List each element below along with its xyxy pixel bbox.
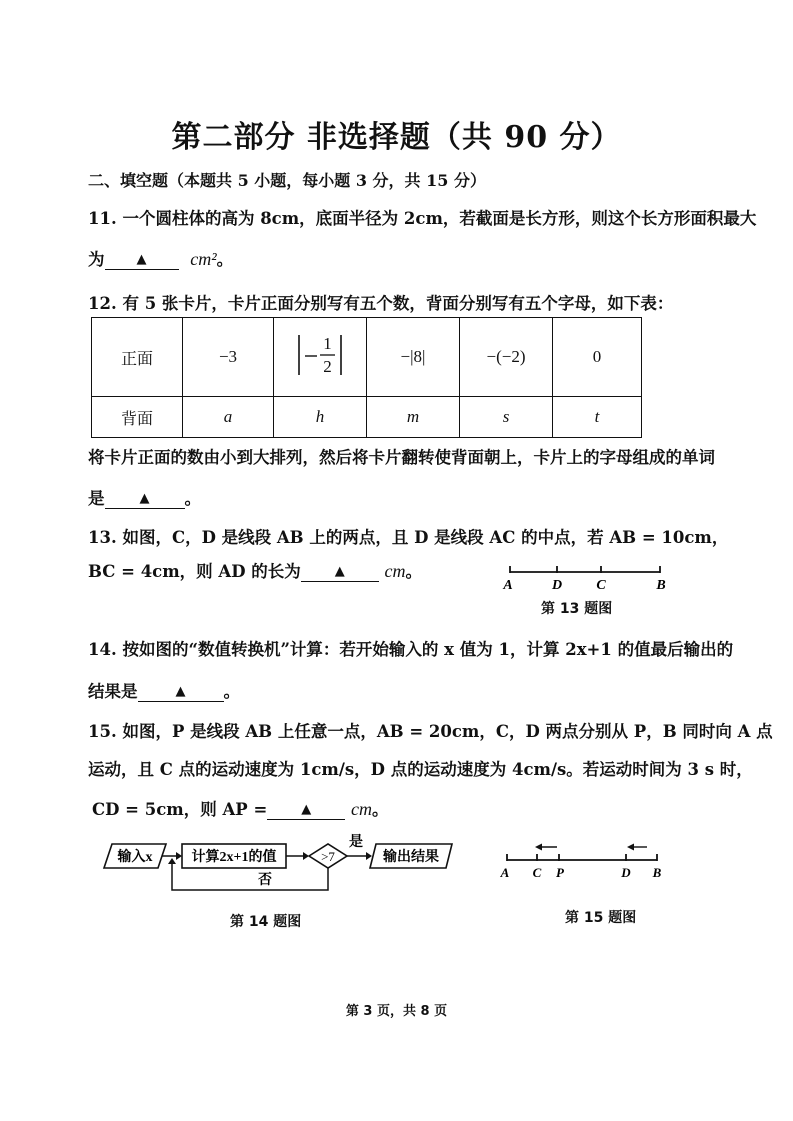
point-label-d: D bbox=[621, 865, 631, 880]
q11-unit: cm² bbox=[190, 249, 217, 269]
q13-answer-line bbox=[88, 558, 422, 582]
page-footer: 第 3 页，共 8 页 bbox=[345, 1004, 448, 1019]
triangle-icon: ▲ bbox=[175, 684, 186, 699]
front-header: 正面 bbox=[92, 318, 183, 397]
q15-caption: 第 15 题图 bbox=[565, 910, 637, 926]
point-label-p: P bbox=[556, 865, 564, 880]
flow-input-label: 输入x bbox=[117, 850, 153, 865]
triangle-icon: ▲ bbox=[301, 802, 312, 817]
back-row bbox=[92, 397, 642, 438]
q11-answer-line bbox=[88, 246, 233, 270]
front-cell: −(−2) bbox=[460, 318, 553, 397]
q15-text-2: 运动，且 C 点的运动速度为 1cm/s，D 点的运动速度为 4cm/s。若运动时间为 3 s 时， bbox=[88, 760, 753, 779]
abs-fraction-expression bbox=[290, 327, 350, 383]
q13-caption: 第 13 题图 bbox=[541, 601, 613, 617]
back-cell: h bbox=[274, 397, 367, 438]
q11-answer-blank[interactable] bbox=[105, 250, 179, 270]
q15-period: 。 bbox=[372, 800, 389, 819]
q11-period: 。 bbox=[216, 250, 234, 269]
q13-period: 。 bbox=[405, 562, 423, 581]
q14-flowchart bbox=[100, 832, 460, 902]
point-label-d: D bbox=[551, 578, 563, 593]
q12-prefix: 是 bbox=[88, 489, 105, 508]
q15-answer-blank[interactable] bbox=[267, 800, 345, 820]
q15-prefix: CD = 5cm，则 AP = bbox=[92, 800, 268, 819]
q12-text: 12. 有 5 张卡片，卡片正面分别写有五个数，背面分别写有五个字母，如下表： bbox=[88, 294, 674, 313]
point-label-c: C bbox=[532, 865, 542, 880]
point-label-c: C bbox=[596, 578, 606, 593]
cards-table bbox=[91, 317, 642, 438]
front-cell: 0 bbox=[553, 318, 642, 397]
q12-answer-line bbox=[88, 485, 201, 509]
front-cell-abs-fraction bbox=[274, 318, 367, 397]
q13-answer-blank[interactable] bbox=[301, 562, 379, 582]
back-cell: t bbox=[553, 397, 642, 438]
svg-text:2: 2 bbox=[323, 356, 332, 376]
q12-period: 。 bbox=[184, 489, 201, 508]
arrow-left-icon bbox=[627, 844, 647, 851]
triangle-icon: ▲ bbox=[334, 564, 345, 579]
q12-answer-blank[interactable] bbox=[105, 489, 185, 509]
flow-output-label: 输出结果 bbox=[383, 850, 439, 865]
back-cell: m bbox=[367, 397, 460, 438]
page-title: 第二部分 非选择题（共 90 分） bbox=[171, 120, 622, 155]
front-cell: −|8| bbox=[367, 318, 460, 397]
back-cell: a bbox=[183, 397, 274, 438]
q13-segment-figure bbox=[500, 560, 675, 594]
q12-text-2: 将卡片正面的数由小到大排列，然后将卡片翻转使背面朝上，卡片上的字母组成的单词 bbox=[88, 448, 715, 467]
q14-answer-line bbox=[88, 678, 240, 702]
svg-text:1: 1 bbox=[323, 333, 332, 353]
point-label-a: A bbox=[503, 578, 513, 593]
q11-text: 11. 一个圆柱体的高为 8cm，底面半径为 2cm，若截面是长方形，则这个长方形面积最大 bbox=[88, 209, 757, 228]
flow-yes-label: 是 bbox=[349, 835, 363, 850]
flow-condition-label: >7 bbox=[321, 849, 335, 864]
front-cell: −3 bbox=[183, 318, 274, 397]
arrow-left-icon bbox=[535, 844, 557, 851]
q13-prefix: BC = 4cm，则 AD 的长为 bbox=[88, 562, 301, 581]
q15-text-1: 15. 如图，P 是线段 AB 上任意一点，AB = 20cm，C，D 两点分别从 P，B 同时向 A 点 bbox=[88, 722, 773, 741]
point-label-b: B bbox=[652, 865, 662, 880]
point-label-b: B bbox=[656, 578, 666, 593]
back-header: 背面 bbox=[92, 397, 183, 438]
q15-answer-line bbox=[92, 796, 389, 820]
front-row bbox=[92, 318, 642, 397]
q14-answer-blank[interactable] bbox=[138, 682, 224, 702]
triangle-icon: ▲ bbox=[139, 491, 150, 506]
q15-unit: cm bbox=[351, 799, 373, 819]
q13-unit: cm bbox=[384, 561, 406, 581]
section-heading: 二、填空题（本题共 5 小题，每小题 3 分，共 15 分） bbox=[88, 171, 486, 190]
flow-compute-label: 计算2x+1的值 bbox=[191, 850, 277, 865]
back-cell: s bbox=[460, 397, 553, 438]
q14-text: 14. 按如图的“数值转换机”计算：若开始输入的 x 值为 1，计算 2x+1 的值最后输出的 bbox=[88, 640, 734, 659]
triangle-icon: ▲ bbox=[136, 252, 147, 267]
q14-period: 。 bbox=[223, 682, 240, 701]
q14-caption: 第 14 题图 bbox=[230, 914, 302, 930]
q11-prefix: 为 bbox=[88, 250, 105, 269]
q13-text: 13. 如图，C，D 是线段 AB 上的两点，且 D 是线段 AC 的中点，若 AB = 10cm， bbox=[88, 528, 729, 547]
point-label-a: A bbox=[500, 865, 510, 880]
flow-no-label: 否 bbox=[258, 873, 272, 888]
q14-prefix: 结果是 bbox=[88, 682, 138, 701]
q15-segment-figure bbox=[495, 838, 670, 882]
